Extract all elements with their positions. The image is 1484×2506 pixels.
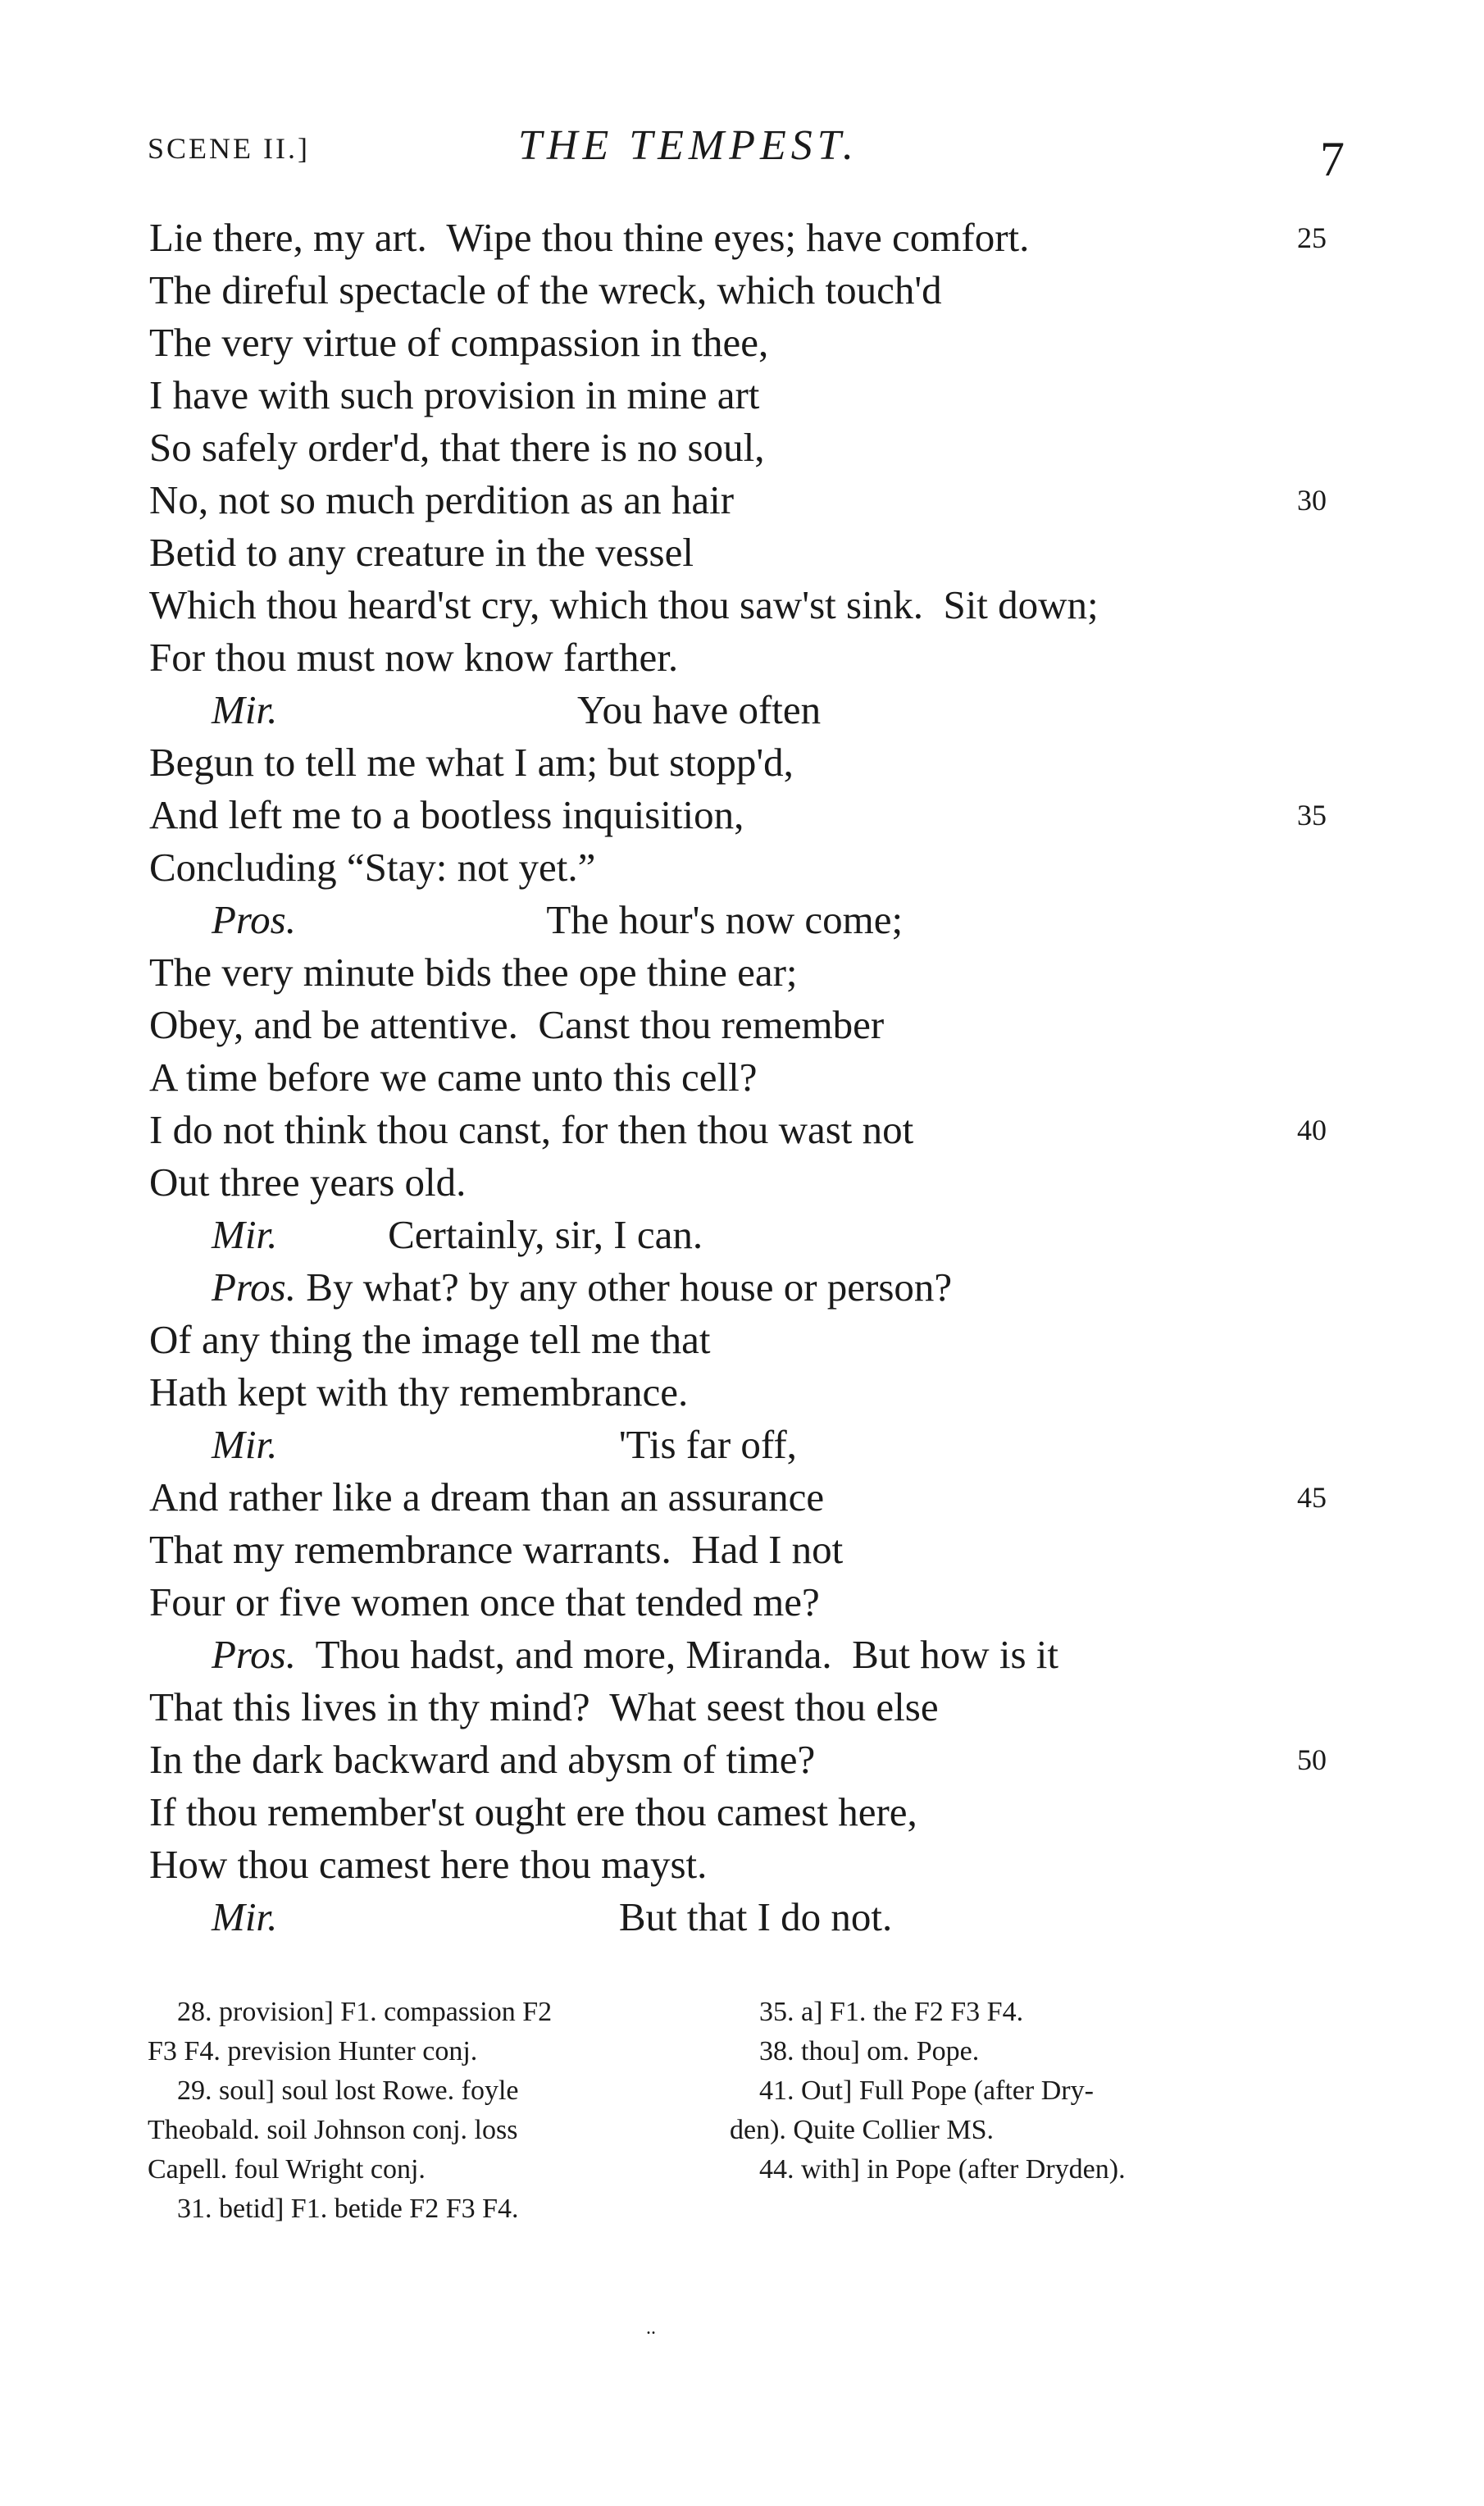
line-number: 35	[1297, 799, 1327, 832]
verse-line-text: And left me to a bootless inquisition,	[149, 792, 744, 837]
verse-line	[149, 789, 1395, 841]
verse-line	[149, 1629, 1395, 1681]
verse-line	[149, 1471, 1395, 1524]
line-number: 40	[1297, 1114, 1327, 1146]
verse-line	[149, 421, 1395, 474]
footnote-line: 35. a] F1. the F2 F3 F4.	[759, 1997, 1024, 2027]
verse-line-text: Begun to tell me what I am; but stopp'd,	[149, 740, 794, 785]
verse-line	[149, 474, 1395, 526]
verse-line-text: No, not so much perdition as an hair	[149, 477, 735, 522]
speaker-name: Mir.	[212, 687, 278, 732]
verse-line	[149, 212, 1395, 264]
verse-line-text: The hour's now come;	[296, 897, 904, 942]
footnotes-left-column	[148, 1993, 689, 2229]
verse-line-text: Certainly, sir, I can.	[277, 1212, 703, 1257]
line-number: 30	[1297, 484, 1327, 517]
verse-line	[149, 1786, 1395, 1838]
verse-line	[149, 1314, 1395, 1366]
verse-line-text: That my remembrance warrants. Had I not	[149, 1527, 844, 1572]
verse-line-text: That this lives in thy mind? What seest thou else	[149, 1684, 939, 1729]
verse-line	[149, 579, 1395, 631]
verse-line	[149, 1891, 1395, 1943]
footnotes-right-column	[730, 1993, 1369, 2189]
verse-line-text: How thou camest here thou mayst.	[149, 1842, 708, 1887]
running-title: THE TEMPEST.	[518, 122, 858, 169]
verse-line	[149, 841, 1395, 894]
verse-line-text: Betid to any creature in the vessel	[149, 530, 694, 575]
verse-line-text: Of any thing the image tell me that	[149, 1317, 711, 1362]
footnote-line: 38. thou] om. Pope.	[759, 2036, 980, 2066]
footnote-line: 29. soul] soul lost Rowe. foyle	[177, 2075, 519, 2106]
verse-line-text: Lie there, my art. Wipe thou thine eyes; have comfort.	[149, 215, 1030, 260]
verse-line-text: The very virtue of compassion in thee,	[149, 320, 769, 365]
verse-line-text: The very minute bids thee ope thine ear;	[149, 950, 798, 995]
verse-line	[149, 1261, 1395, 1314]
verse-line	[149, 317, 1395, 369]
verse-line	[149, 1419, 1395, 1471]
verse-line-text: I do not think thou canst, for then thou wast not	[149, 1107, 914, 1152]
verse-line-text: A time before we came unto this cell?	[149, 1055, 758, 1100]
footnote-line: 28. provision] F1. compassion F2	[177, 1997, 553, 2027]
verse-line	[149, 999, 1395, 1051]
verse-line	[149, 1734, 1395, 1786]
verse-line	[149, 1524, 1395, 1576]
verse-line-text: For thou must now know farther.	[149, 635, 679, 680]
verse-line	[149, 631, 1395, 684]
verse-line-text: I have with such provision in mine art	[149, 372, 760, 417]
footnote-line: 31. betid] F1. betide F2 F3 F4.	[177, 2194, 519, 2224]
footnote-line: 41. Out] Full Pope (after Dry-	[759, 2075, 1094, 2106]
line-number: 50	[1297, 1743, 1327, 1776]
verse-line-text: The direful spectacle of the wreck, which touch'd	[149, 267, 942, 312]
verse-line-text: Which thou heard'st cry, which thou saw'st sink. Sit down;	[149, 582, 1099, 627]
footnote-line: den). Quite Collier MS.	[730, 2115, 995, 2145]
verse-line	[149, 1209, 1395, 1261]
verse-line-text: Concluding “Stay: not yet.”	[149, 845, 596, 890]
speaker-name: Pros.	[212, 1632, 297, 1677]
verse-line	[149, 1681, 1395, 1734]
verse-line-text: So safely order'd, that there is no soul,	[149, 425, 765, 470]
verse-line-text: You have often	[277, 687, 822, 732]
footnote-line: Theobald. soil Johnson conj. loss	[148, 2115, 518, 2145]
verse-line	[149, 369, 1395, 421]
footnote-line: Capell. foul Wright conj.	[148, 2154, 426, 2185]
verse-line	[149, 1576, 1395, 1629]
verse-line-text: Thou hadst, and more, Miranda. But how is it	[296, 1632, 1059, 1677]
line-number: 25	[1297, 221, 1327, 254]
verse-line-text: But that I do not.	[277, 1894, 893, 1939]
verse-line-text: If thou remember'st ought ere thou camest here,	[149, 1789, 917, 1834]
scene-label: SCENE II.]	[148, 132, 310, 165]
verse-line-text: Out three years old.	[149, 1160, 467, 1205]
speaker-name: Pros.	[212, 897, 297, 942]
verse-line	[149, 684, 1395, 736]
verse-line-text: In the dark backward and abysm of time?	[149, 1737, 816, 1782]
verse-text	[149, 212, 1395, 1943]
page-mark: ..	[646, 2317, 656, 2339]
verse-line	[149, 1366, 1395, 1419]
verse-line	[149, 736, 1395, 789]
verse-line-text: Obey, and be attentive. Canst thou remember	[149, 1002, 885, 1047]
line-number: 45	[1297, 1481, 1327, 1514]
verse-line	[149, 1838, 1395, 1891]
verse-line-text: By what? by any other house or person?	[296, 1264, 953, 1310]
verse-line	[149, 894, 1395, 946]
footnote-line: 44. with] in Pope (after Dryden).	[759, 2154, 1126, 2185]
footnote-line: F3 F4. prevision Hunter conj.	[148, 2036, 478, 2066]
verse-line	[149, 1051, 1395, 1104]
verse-line	[149, 1156, 1395, 1209]
verse-line	[149, 264, 1395, 317]
verse-line	[149, 1104, 1395, 1156]
speaker-name: Mir.	[212, 1894, 278, 1939]
verse-line-text: 'Tis far off,	[277, 1422, 797, 1467]
verse-line-text: And rather like a dream than an assurance	[149, 1474, 825, 1520]
verse-line	[149, 526, 1395, 579]
speaker-name: Mir.	[212, 1212, 278, 1257]
speaker-name: Pros.	[212, 1264, 297, 1310]
verse-line-text: Hath kept with thy remembrance.	[149, 1369, 689, 1415]
page-header	[0, 0, 1484, 213]
verse-line	[149, 946, 1395, 999]
verse-line-text: Four or five women once that tended me?	[149, 1579, 820, 1624]
speaker-name: Mir.	[212, 1422, 278, 1467]
page-number: 7	[1320, 132, 1345, 186]
